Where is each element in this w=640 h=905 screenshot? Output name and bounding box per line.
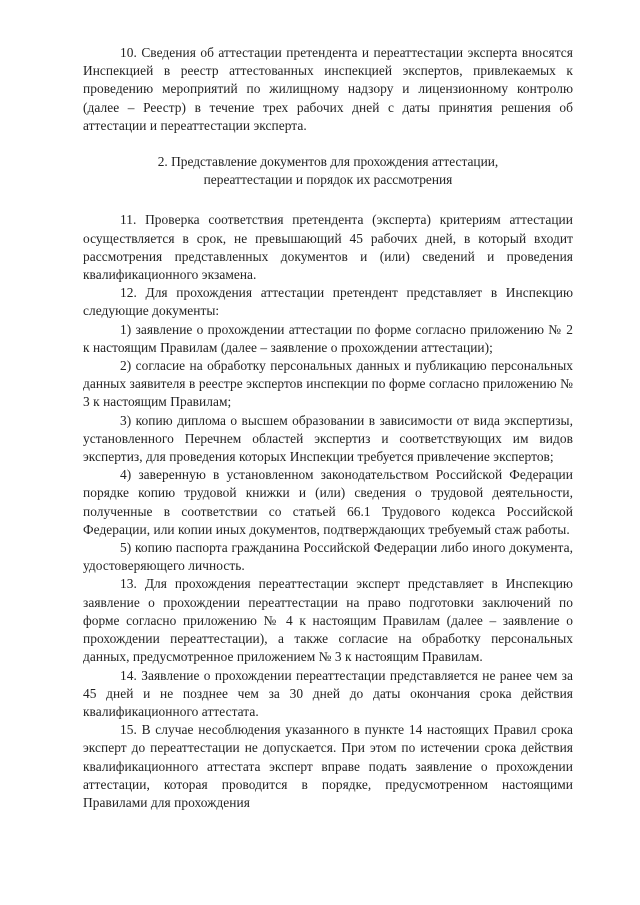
list-item-4: 4) заверенную в установленном законодательством Российской Федерации порядке копию трудовой книжки и (или) сведения о трудовой деятельности, полученные в соответствии со статьей 66.1 Трудового кодекса Российской Федерации, или копии иных документов, подтверждающих требуемый стаж работы.	[83, 467, 573, 537]
list-item-3: 3) копию диплома о высшем образовании в зависимости от вида экспертизы, установленного Перечнем областей экспертиз и соответствующих им видов экспертиз, для проведения которых Инспекции требуется привлечение экспертов;	[83, 412, 573, 465]
list-item-1: 1) заявление о прохождении аттестации по форме согласно приложению № 2 к настоящим Правилам (далее – заявление о прохождении аттестации);	[83, 321, 573, 355]
section-heading	[83, 153, 573, 189]
document-page	[83, 44, 573, 812]
paragraph-12: 12. Для прохождения аттестации претендент представляет в Инспекцию следующие документы:	[83, 285, 573, 319]
section-heading-line-2: переаттестации и порядок их рассмотрения	[203, 172, 453, 188]
paragraph-15: 15. В случае несоблюдения указанного в пункте 14 настоящих Правил срока эксперт до переаттестации не допускается. При этом по истечении срока действия квалификационного аттестата эксперт вправе подать заявление о прохождении аттестации, которая проводится в порядке, предусмотренном настоящими Правилами для прохождения	[83, 722, 573, 810]
spacer	[83, 135, 573, 153]
paragraph-10: 10. Сведения об аттестации претендента и переаттестации эксперта вносятся Инспекцией в реестр аттестованных инспекцией экспертов, привлекаемых к проведению мероприятий по жилищному надзору и лицензионному контролю (далее – Реестр) в течение трех рабочих дней с даты принятия решения об аттестации и переаттестации эксперта.	[83, 45, 573, 133]
paragraph-13: 13. Для прохождения переаттестации эксперт представляет в Инспекцию заявление о прохождении переаттестации на право подготовки заключений по форме согласно приложению № 4 к настоящим Правилам (далее – заявление о прохождении переаттестации), а также согласие на обработку персональных данных, предусмотренное приложением № 3 к настоящим Правилам.	[83, 576, 573, 665]
list-item-2: 2) согласие на обработку персональных данных и публикацию персональных данных заявителя в реестре экспертов инспекции по форме согласно приложению № 3 к настоящим Правилам;	[83, 358, 573, 410]
section-heading-line-1: 2. Представление документов для прохождения аттестации,	[157, 154, 499, 170]
list-item-5: 5) копию паспорта гражданина Российской Федерации либо иного документа, удостоверяющего личность.	[83, 540, 573, 574]
spacer	[83, 189, 573, 211]
paragraph-11: 11. Проверка соответствия претендента (эксперта) критериям аттестации осуществляется в срок, не превышающий 45 рабочих дней, в который входит рассмотрения представленных документов и (или) сведений и проведения квалификационного экзамена.	[83, 212, 573, 283]
paragraph-14: 14. Заявление о прохождении переаттестации представляется не ранее чем за 45 дней и не позднее чем за 30 дней до даты окончания срока действия квалификационного аттестата.	[83, 667, 573, 719]
